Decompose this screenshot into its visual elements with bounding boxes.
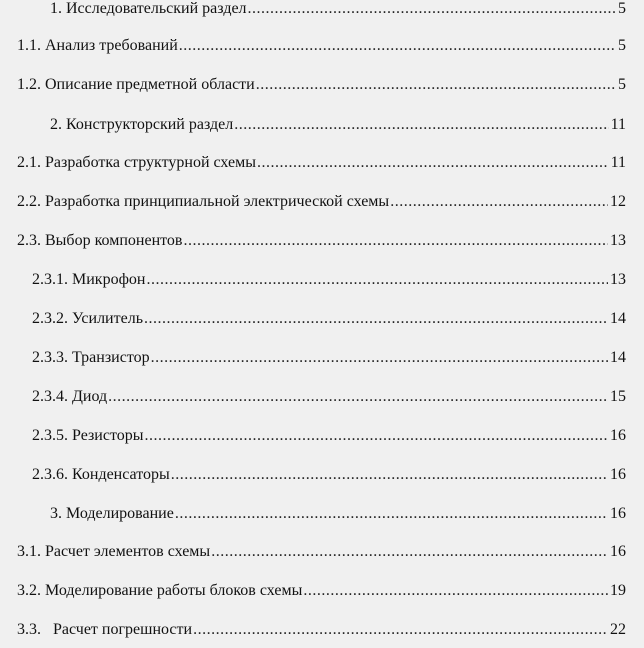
toc-entry-title: 3. Моделирование bbox=[50, 505, 174, 522]
toc-entry-1-1[interactable] bbox=[17, 34, 626, 58]
toc-entry-page: 13 bbox=[610, 232, 626, 249]
toc-entry-3-2[interactable] bbox=[17, 579, 626, 603]
toc-entry-page: 5 bbox=[618, 0, 626, 17]
toc-entry-title: 2.3. Выбор компонентов bbox=[17, 232, 183, 249]
toc-entry-2-3-3[interactable] bbox=[32, 346, 626, 370]
toc-entry-page: 16 bbox=[610, 466, 626, 483]
toc-entry-page: 15 bbox=[610, 388, 626, 405]
toc-entry-2-3-4[interactable] bbox=[32, 385, 626, 409]
toc-entry-page: 19 bbox=[610, 582, 626, 599]
toc-dot-leader bbox=[211, 540, 608, 564]
toc-entry-title: 1.1. Анализ требований bbox=[17, 37, 178, 54]
toc-entry-page: 16 bbox=[610, 427, 626, 444]
toc-dot-leader bbox=[390, 190, 608, 214]
toc-entry-chapter-1[interactable] bbox=[50, 0, 626, 21]
toc-dot-leader bbox=[193, 618, 608, 642]
toc-entry-2-1[interactable] bbox=[17, 151, 626, 175]
toc-dot-leader bbox=[248, 0, 616, 21]
toc-entry-page: 5 bbox=[618, 37, 626, 54]
toc-entry-2-3-2[interactable] bbox=[32, 307, 626, 331]
toc-entry-page: 11 bbox=[610, 154, 626, 171]
toc-entry-1-2[interactable] bbox=[17, 73, 626, 97]
toc-entry-title: 2.3.5. Резисторы bbox=[32, 427, 144, 444]
toc-entry-page: 13 bbox=[610, 271, 626, 288]
toc-entry-title: 1.2. Описание предметной области bbox=[17, 76, 255, 93]
toc-dot-leader bbox=[256, 73, 616, 97]
toc-dot-leader bbox=[171, 463, 608, 487]
toc-dot-leader bbox=[234, 113, 608, 137]
toc-dot-leader bbox=[108, 385, 608, 409]
toc-entry-title: 2.1. Разработка структурной схемы bbox=[17, 154, 256, 171]
toc-dot-leader bbox=[257, 151, 609, 175]
toc-entry-title: 3.1. Расчет элементов схемы bbox=[17, 543, 211, 560]
toc-entry-page: 11 bbox=[610, 116, 626, 133]
toc-dot-leader bbox=[183, 229, 608, 253]
toc-entry-title: 2.3.2. Усилитель bbox=[32, 310, 143, 327]
toc-entry-2-3-1[interactable] bbox=[32, 268, 626, 292]
toc-entry-page: 5 bbox=[618, 76, 626, 93]
toc-dot-leader bbox=[179, 34, 616, 58]
toc-entry-page: 16 bbox=[610, 543, 626, 560]
toc-entry-3-1[interactable] bbox=[17, 540, 626, 564]
toc-entry-title: 2. Конструкторский раздел bbox=[50, 116, 234, 133]
toc-entry-page: 12 bbox=[610, 193, 626, 210]
toc-entry-title: 2.3.3. Транзистор bbox=[32, 349, 150, 366]
toc-dot-leader bbox=[303, 579, 608, 603]
toc-entry-page: 22 bbox=[610, 621, 626, 638]
toc-entry-2-2[interactable] bbox=[17, 190, 626, 214]
toc-entry-title: 2.3.6. Конденсаторы bbox=[32, 466, 170, 483]
toc-entry-3-3[interactable] bbox=[17, 618, 626, 642]
toc-entry-title: 1. Исследовательский раздел bbox=[50, 0, 247, 17]
toc-entry-title: 3.3. Расчет погрешности bbox=[17, 621, 193, 638]
toc-dot-leader bbox=[145, 424, 609, 448]
toc-entry-page: 14 bbox=[610, 310, 626, 327]
toc-entry-chapter-2[interactable] bbox=[50, 113, 626, 137]
toc-entry-page: 16 bbox=[610, 505, 626, 522]
toc-entry-2-3[interactable] bbox=[17, 229, 626, 253]
toc-entry-page: 14 bbox=[610, 349, 626, 366]
toc-entry-title: 2.3.4. Диод bbox=[32, 388, 108, 405]
toc-entry-title: 2.3.1. Микрофон bbox=[32, 271, 146, 288]
toc-entry-chapter-3[interactable] bbox=[50, 502, 626, 526]
toc-entry-title: 2.2. Разработка принципиальной электрической схемы bbox=[17, 193, 390, 210]
toc-entry-2-3-5[interactable] bbox=[32, 424, 626, 448]
toc-entry-title: 3.2. Моделирование работы блоков схемы bbox=[17, 582, 303, 599]
toc-dot-leader bbox=[144, 307, 608, 331]
toc-dot-leader bbox=[175, 502, 608, 526]
toc-dot-leader bbox=[151, 346, 608, 370]
toc-entry-2-3-6[interactable] bbox=[32, 463, 626, 487]
toc-dot-leader bbox=[147, 268, 609, 292]
